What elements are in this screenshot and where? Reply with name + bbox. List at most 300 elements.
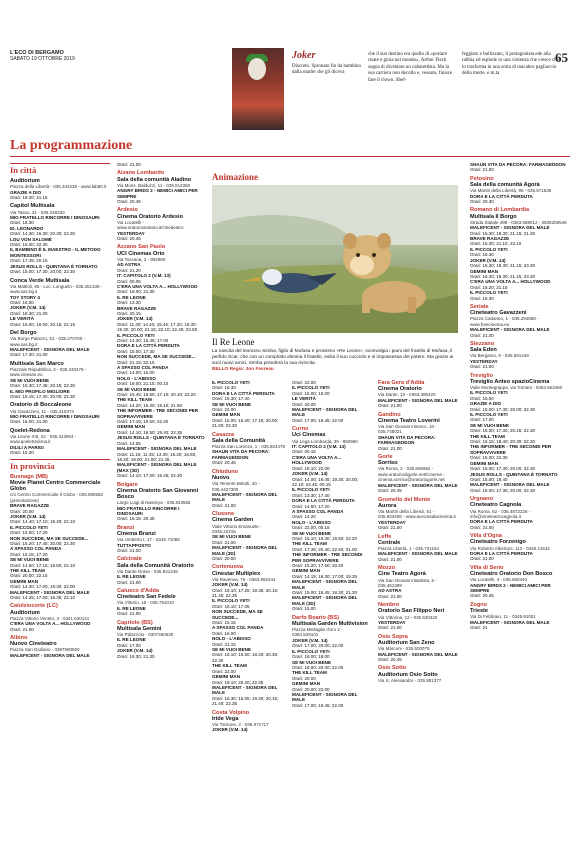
showtimes: Orari: 20.45 (378, 488, 402, 494)
film-title: A SPASSO COL PANDA (292, 508, 344, 514)
film-title: BRAVE RAGAZZE (10, 503, 50, 509)
showtimes: Orari: 15.00 (292, 606, 316, 612)
film-title: LOU VON SALOMÉ (10, 236, 52, 242)
cinema-entry (212, 564, 286, 706)
film-title: IL BAMBINO È IL MAESTRO - IL METODO MONTESSORI (10, 247, 101, 258)
film-title: THE KILL TEAM (212, 663, 247, 669)
film-title: GEMINI MAN (470, 268, 499, 274)
town-name: Cortenuova (212, 564, 244, 571)
cinema-address: Via Lega Lombarda, 39 - 892960 (292, 438, 358, 444)
showtimes: Orari: 18.30 (10, 220, 34, 226)
film-title: BRAVE RAGAZZE (117, 305, 157, 311)
cinema-name: Cinema Oratorio Ardesio (117, 213, 183, 220)
town-name: Casazza (212, 431, 235, 438)
cinema-name: Cinema Oratorio San Giovanni Bosco (117, 487, 199, 500)
showtimes: Orari: 15.15 (212, 620, 236, 626)
town-name: Clusone (212, 511, 235, 518)
showtimes: Orari: 16.00 (212, 630, 236, 636)
cinema-entry (378, 565, 458, 599)
showtimes: Orari: 20.00; 22.00 (292, 686, 330, 692)
cinema-address: Via Umberto I, 17 - 0345.71088 (117, 537, 180, 543)
showtimes: Orari: 20.45 (117, 199, 141, 205)
joker-text-col3: feggiato e bullizzato, il protagonista ede alla rabbia ed esplode in una violenza che cresce che lo trasforma in una sorta di macabro pagliaccio della morte. e.m.ta (462, 52, 559, 77)
showtimes: Orari: 14.00; 16.00 (117, 370, 155, 376)
cinema-name: Qoelet-Redona (10, 427, 50, 434)
cinema-address: Piazza Medaglie d'oro 2 - 0364.529101 (292, 627, 343, 638)
cinema-name: Sorriso (378, 460, 398, 467)
cinema-name: Trieste (470, 608, 489, 615)
col5-list (378, 380, 458, 683)
showtimes: Orari: 20.45 (212, 460, 236, 466)
film-title: DORA E LA CITTÀ PERDUTA (470, 519, 533, 525)
film-title: THE KILL TEAM (117, 397, 152, 403)
cinema-name: Auditorium (10, 609, 40, 616)
cinema-address: Via Tasso, 41 - 035.248330 (10, 209, 65, 215)
cinema-entry (212, 432, 286, 466)
showtimes: Orari: 14.30; 17.00; 19.30; 22.00 (10, 584, 76, 590)
cinema-entry (378, 497, 458, 531)
film-title: MALEFICENT - SIGNORA DEL MALE (3D) (212, 545, 278, 556)
film-title: JOKER (V.M. 14) (117, 648, 153, 654)
film-title: C'ERA UNA VOLTA A... HOLLYWOOD (117, 283, 198, 289)
showtimes: Orari: 17.00 (117, 642, 141, 648)
cinema-address: Via Leone XIII, 22 - 035.343904 - www.qoeletredona.it (10, 434, 77, 445)
cinema-entry (378, 602, 458, 631)
cinema-name: Multisala Gemini (117, 625, 162, 632)
film-title: JOKER (V.M. 14) (10, 513, 46, 519)
film-title: IL PICCOLO YETI (212, 598, 250, 604)
cinema-address: Via Toscana, 2 - 892960 (117, 256, 166, 262)
showtimes: Orari: 22.00 (292, 380, 316, 385)
showtimes: Orari: 16.00; 18.00; 20.15; 22.15 (10, 321, 76, 327)
showtimes: Orari: 20.45 (470, 593, 494, 599)
lion-king-photo (212, 185, 458, 333)
cinema-entry (10, 635, 110, 658)
showtimes: Orari: 15.00; 17.30; 20.00; 22.30 (10, 269, 76, 275)
showtimes: Orari: 14.20; 16.30; 19.10; 21.50 (117, 402, 183, 408)
town-name: Ardesio (117, 207, 138, 214)
showtimes: Orari: 21.00 (117, 547, 141, 553)
column-4 (292, 380, 370, 711)
showtimes: Orari: 21.00 (10, 626, 34, 632)
cinema-entry (10, 278, 110, 327)
film-title: THE INFORMER - TRE SECONDI PER SOPRAVVIVERE (292, 552, 363, 563)
town-name: Petosino (470, 175, 494, 182)
cinema-entry (470, 533, 570, 562)
cinema-entry (378, 665, 458, 683)
town-name: Calcinate (117, 556, 142, 563)
cinema-address: Piazza Libertà, 1 - 035.731154 (378, 545, 439, 551)
film-title: C'ERA UNA VOLTA A... HOLLYWOOD (470, 279, 551, 285)
film-title: AD ASTRA (117, 262, 141, 268)
showtimes: Orari: 21.00 (212, 502, 236, 508)
showtimes: Orari: 16.00; 18.00 (292, 390, 330, 396)
film-title: MALEFICENT - SIGNORA DEL MALE (212, 491, 278, 503)
film-title: THE INFORMER - TRE SECONDI PER SOPRAVVIVERE (470, 444, 552, 455)
cinema-address: Via Mattioli, 65 - Loc. Longuelo - 035.251339 - www.sas.bg.it (10, 283, 103, 295)
showtimes: Orari: 15.00; 16.20; 17.15; 20.00; 21.00; 22.30 (212, 417, 279, 429)
cinema-entry (470, 176, 570, 205)
cinema-name: Sala della Comunità (212, 437, 266, 444)
film-title: IL MIO PROFILO MIGLIORE (10, 388, 70, 394)
film-title: ANGRY BIRDS 2 - NEMICI AMICI PER SEMPRE (117, 188, 198, 199)
cinema-address: Viale Vittorio Emanuele - 0346.22215 (212, 523, 262, 534)
town-name: Osio Sopra (378, 633, 408, 640)
film-title: GEMINI MAN (470, 460, 499, 466)
film-title: A SPASSO COL PANDA (10, 546, 62, 552)
town-name: Curno (292, 426, 309, 433)
cinema-address: Piazza della Libertà - 035.342239 - www.lab80.it (10, 184, 107, 190)
showtimes: Orari: 18.30; 21.15 (10, 195, 48, 201)
film-title: SE MI VUOI BENE (470, 422, 510, 428)
film-title: MIO FRATELLO RINCORRE I DINOSAURI (10, 414, 100, 420)
cinema-entry (378, 412, 458, 451)
showtimes: Orari: 18.30; 21.30 (117, 653, 155, 659)
column-6 (470, 162, 570, 633)
cinema-entry (10, 474, 110, 601)
lion-king-illustration (212, 185, 458, 333)
film-title: MIO FRATELLO RINCORRE I DINOSAURI (117, 505, 180, 516)
cinema-name: Iride Vega (212, 715, 239, 722)
cinema-name: Cineteatro Forzenigo (470, 539, 526, 546)
film-title: GRAZIE A DIO (470, 401, 502, 407)
cinema-address: Via Tenente Belotti, 40 - 035.4427300 (212, 481, 260, 492)
cinema-name: Aurora (378, 502, 397, 509)
showtimes: Orari: 23.00; 00.15 (292, 525, 330, 531)
cinema-address: Via Torrione, 2 - 035.971717 (212, 721, 269, 727)
cinema-entry (378, 454, 458, 493)
cinema-entry (470, 207, 570, 301)
showtimes: Orari: 11.15; 11.45; 13.30; 16.20; 16.50; 18.20; 19.00; 21.00; 21.45 (117, 451, 197, 462)
lion-king-synopsis: La nascita del leoncino Simba, figlio di Mufasa e prossimo «Re Leone», sconvolgia i piani del fratello di Mufasa, il perfido Scar, che con un complotto elimina il fratello, esilia il suo cucciolo e si impossessa del potere. Ma grazie ai suoi nuovi amici, Simba prenderà la sua rivincita. (212, 349, 454, 366)
town-name: Fara Gera d'Adda (378, 380, 425, 386)
showtimes: Orari: 16.15; 20.45 (117, 516, 155, 522)
film-title: DORA E LA CITTÀ PERDUTA (292, 498, 355, 504)
showtimes: Orari: 17.30; 21.00 (10, 352, 48, 358)
cinema-name: Del Borgo (10, 329, 37, 336)
film-title: JOKER (V.M. 14) (470, 257, 506, 263)
film-title: MALEFICENT - SIGNORA DEL MALE (292, 407, 358, 418)
film-title: SHAUN VITA DA PECORA: FARMAGEDDON (378, 434, 436, 446)
film-title: JOKER (V.M. 14) (212, 727, 248, 733)
film-title: MALEFICENT - SIGNORA DEL MALE (10, 652, 90, 658)
film-title: SE MI VUOI BENE (292, 659, 332, 665)
cinema-name: Movie Planet Centro Commerciale Globo (10, 479, 101, 493)
page-number: 65 (555, 50, 568, 65)
town-name: Chiuduno (212, 468, 239, 475)
cinema-name: Multisala Il Borgo (470, 213, 517, 220)
showtimes: Orari: 14.10; 16.50; 19.40; 22.35 (117, 429, 183, 435)
film-title: SHAUN VITA DA PECORA: FARMAGEDDON (470, 162, 566, 167)
cinema-name: Auditorium Osio Sotto (378, 671, 438, 678)
film-title: JOKER (V.M. 14) (212, 582, 248, 588)
cinema-entry (10, 603, 110, 632)
showtimes: Orari: 20.00 (292, 401, 316, 407)
showtimes: Orari: 21.00 (117, 611, 141, 617)
cinema-entry (212, 469, 286, 508)
cinema-entry (117, 207, 205, 241)
film-title: JOKER (V.M. 14) (10, 305, 46, 311)
column-5 (378, 380, 458, 686)
cinema-entry (378, 380, 458, 409)
cinema-entry (117, 482, 205, 522)
showtimes: Orari: 14.40; 17.10; 19.40; 22.10 (10, 519, 76, 525)
issue-date: SABATO 19 OTTOBRE 2019 (10, 56, 75, 62)
cinema-entry (117, 620, 205, 659)
cinema-address: c/o Centro Commerciale Il Globo - 039.695582 (prenotazione) (10, 492, 104, 503)
town-name: Romano di Lombardia (470, 207, 530, 214)
cinema-entry (117, 244, 205, 478)
showtimes: Orari: 13.30 (117, 300, 141, 306)
film-title: IL PICCOLO YETI (10, 524, 48, 530)
showtimes: Orari: 15.45; 16.50; 17.10; 20.10; 22.20 (117, 392, 196, 398)
cinema-name: Sala Eden (470, 347, 497, 354)
film-title: IL PICCOLO YETI (212, 380, 250, 385)
cinema-address: Via Ravenna, 75 - 0363.992244 (212, 576, 276, 582)
film-title: ID. LEONARDO (10, 225, 44, 231)
film-title: SE MI VUOI BENE (10, 377, 50, 383)
film-title: DORA E LA CITTÀ PERDUTA (117, 343, 180, 349)
film-title: MALEFICENT - SIGNORA DEL MALE (378, 482, 458, 488)
cinema-entry (10, 178, 110, 200)
showtimes: Orari: 21.00 (378, 625, 402, 631)
lion-king-title: Il Re Leone (212, 337, 255, 347)
showtimes: Orari: 16.30; 18.30; 21.15; 23.30 (470, 263, 536, 269)
cinema-name: Sala della comunità Agorà (470, 182, 540, 189)
town-name: Villa d'Ogna (470, 533, 503, 540)
town-name: Nembro (378, 602, 400, 609)
town-name: Calusco d'Adda (117, 588, 160, 595)
film-title: IL PICCOLO YETI (292, 487, 330, 493)
cinema-name: Multisala Garden Multivision (292, 620, 368, 627)
cinema-name: Cineteatro Gavazzeni (470, 310, 527, 317)
cinema-entry (470, 602, 570, 631)
film-title: GEMINI MAN (212, 674, 241, 680)
film-title: MALEFICENT - SIGNORA DEL MALE (10, 589, 90, 595)
showtimes: Orari: 15.30; 17.45; 20.15; 22.30 (10, 383, 76, 389)
showtimes: Orari: 21.20 (117, 267, 141, 273)
film-title: IL PICCOLO YETI (292, 385, 330, 391)
cinema-name: Oratorio San Filippo Neri (378, 608, 445, 615)
cinema-address: Piazzale Repubblica, 2 - 035.240478 - www.cinesan.eu (10, 366, 87, 378)
showtimes: Orari: 15.20; 17.50; 20.40 (292, 563, 344, 568)
film-title: IL RE LEONE (117, 574, 146, 580)
film-title: JOKER (V.M. 14) (117, 316, 153, 322)
showtimes: Orari: 14.25; 17.00; 19.35; 22.10 (10, 595, 76, 600)
showtimes: Orari: 21.00 (378, 593, 402, 599)
showtimes: Orari: 22.00 (212, 407, 236, 413)
showtimes: Orari: 15.00; 15.45; 18.30; 21.30 (292, 590, 358, 596)
showtimes: Orari: 19.00; 21.15; 00.10 (117, 381, 169, 387)
paper-name: L'ECO DI BERGAMO (10, 50, 64, 56)
film-title: GRAZIE A DIO (10, 189, 42, 195)
showtimes: Orari: 16.30; 18.30; 21.15; 21.30 (470, 230, 536, 236)
col3-list (212, 380, 286, 733)
cinema-name: Cineteatro Cagnola (470, 502, 522, 509)
film-title: MALEFICENT - SIGNORA DEL MALE (212, 684, 278, 696)
film-title: DORA E LA CITTÀ PERDUTA (212, 390, 275, 396)
cinema-address: Via Borgo Palazzo, 51 - 035.270760 - www.sas.bg.it (10, 336, 85, 347)
showtimes: Orari: 16.30 (212, 385, 236, 391)
film-title: SHAUN VITA DA PECORA: FARMAGEDDON (212, 449, 270, 460)
showtimes: Orari: 18.00; 20.00; 22.00 (292, 664, 344, 670)
film-title: NON SUCCEDE, MA SE SUCCEDE... (212, 609, 263, 620)
cinema-address: Via San Giovanni Bosco, 10 - 035.745021 (378, 424, 437, 435)
lion-king-text (212, 349, 458, 373)
film-title: SE MI VUOI BENE (10, 557, 50, 563)
showtimes: Orari: 15.30; 16.05; 19.30; 20.15; 21.40; 22.35 (212, 695, 279, 707)
showtimes: Orari: 17.00 (470, 417, 494, 423)
film-title: JOKER (V.M. 14) (292, 637, 328, 643)
cinema-address: Via Locatelli, 4 - 035.660340 (470, 577, 527, 583)
showtimes: Orari: 14.50; 17.20 (292, 503, 330, 509)
showtimes: Orari: 21 (470, 625, 488, 631)
film-title: SE MI VUOI BENE (117, 386, 157, 392)
film-title: GEMINI MAN (212, 412, 241, 418)
film-title: IL PICCOLO YETI (470, 412, 508, 418)
cinema-entry (212, 710, 286, 733)
film-title: MALEFICENT - SIGNORA DEL MALE (292, 691, 358, 703)
showtimes: Orari: 14.00; 16.45; 19.30; 20.00; 22.10; 22.45; 00.15 (292, 476, 359, 487)
film-title: IL PICCOLO YETI (292, 648, 330, 654)
cinema-name: Oratorio di Boccaleone (10, 402, 72, 409)
cinema-address: Via Bergamo, 9 - 035.591449 (470, 353, 529, 359)
showtimes: Orari: 21.15; 22.15 (117, 359, 155, 365)
showtimes: Orari: 16.00; 21.00 (10, 419, 48, 425)
cinema-entry (10, 428, 110, 456)
showtimes: Orari: 21.00 (470, 364, 494, 370)
town-name: Bolgare (117, 481, 138, 488)
cinema-address: Viale Montegrappa, via Torriani - 0363.563460 (470, 385, 563, 390)
town-name: Zogno (470, 601, 488, 608)
showtimes: Orari: 17.15; 19.50; 22.40 (117, 419, 169, 425)
film-title: IL PICCOLO YETI (117, 332, 155, 338)
cinema-name: Cinestar Multiplex (212, 570, 261, 577)
cinema-name: Cine Teatro Agorà (378, 571, 426, 578)
film-title: DORA E LA CITTÀ PERDUTA (470, 550, 533, 556)
town-name: Gandino (378, 411, 401, 418)
town-name: Osio Sotto (378, 665, 407, 672)
showtimes: Orari: 17.00; 19.45; 22.00 (292, 417, 344, 423)
film-title: LE VERITÀ (292, 396, 316, 402)
showtimes: Orari: 21.00 (470, 167, 494, 173)
cinema-name: Cinema Garden (212, 517, 254, 524)
town-name: Mozzo (378, 565, 396, 572)
showtimes: Orari: 15.00; 17.30; 20.00; 22.30 (470, 466, 536, 472)
film-title: SE MI VUOI BENE (212, 647, 252, 653)
showtimes: Orari: 20.45 (378, 657, 402, 663)
showtimes: Orari: 16.15; 18.40; 20.30; 22.30 (470, 439, 536, 445)
cinema-name: Auditorium San Zeno (378, 640, 435, 647)
film-title: THE KILL TEAM (292, 670, 327, 676)
film-title: NOLO - L'ABISSO (212, 636, 251, 642)
cinema-name: Multisala San Marco (10, 360, 64, 367)
cinema-entry (117, 556, 205, 585)
cinema-address: Via Roma, 62 - 035.4872228 - info@cineteatrocagnola.it (470, 508, 531, 519)
showtimes: Orari: 21.00 (470, 524, 494, 530)
cinema-name: Nuovo Cineteatro (10, 641, 57, 648)
col6-list (470, 162, 570, 630)
film-title: C'ERA UNA VOLTA A... HOLLYWOOD (10, 621, 91, 627)
town-name: Azzano San Paolo (117, 244, 166, 251)
showtimes: Orari: 20.45 (117, 236, 141, 242)
film-title: SE MI VUOI BENE (212, 534, 252, 540)
showtimes: Orari: 21.00 (212, 539, 236, 545)
showtimes: Orari: 15.00; 17.30; 20.15; 22.30 (470, 428, 536, 434)
showtimes: Orari: 20.00 (10, 508, 34, 514)
film-title: C'ERA UNA VOLTA A... HOLLYWOOD (292, 454, 342, 466)
film-title: NOLO - L'ABISSO (117, 375, 156, 381)
showtimes: Orari: 20.00; 22.15 (10, 573, 48, 579)
film-title: MALEFICENT - SIGNORA DEL MALE (378, 397, 458, 403)
film-title: MALEFICENT - SIGNORA DEL MALE (10, 346, 90, 352)
cinema-address: Piazza Cattaneo, 1 - 035.294868 - www.freecinema.eu (470, 316, 539, 327)
cinema-address: Via Vittorio, 18 - 035.791010 (117, 600, 174, 606)
showtimes: Orari: 21.00 (378, 525, 402, 531)
showtimes: Orari: 15.20; 17.45; 20.00; 22.30 (10, 540, 76, 546)
film-title: GEMINI MAN (292, 681, 321, 687)
column-2 (117, 162, 205, 662)
town-name: Alzano Lombardo (117, 170, 165, 177)
cinema-entry (212, 511, 286, 561)
film-title: MALEFICENT - SIGNORA DEL MALE (3D) (292, 595, 358, 606)
showtimes: Orari: 20.15 (117, 310, 141, 316)
showtimes: Orari: 18.20; 21.15 (470, 284, 508, 290)
town-name: Grumello del Monte (378, 496, 431, 503)
film-title: IL PICCOLO YETI (470, 390, 508, 396)
showtimes: Orari: 15.00; 22.30 (470, 455, 508, 461)
cinema-address: Via Martiri della Libertà, 61 - 035.833408 - www.aurorasalacinema.it (378, 508, 456, 520)
cinema-entry (292, 380, 370, 423)
film-title: THE KILL TEAM (470, 433, 505, 439)
cinema-name: Auditorium (10, 178, 40, 184)
cinema-entry (378, 534, 458, 563)
town-name: Calolziocorte (LC) (10, 603, 58, 610)
town-name: Gorle (378, 454, 393, 461)
film-title: SE MI VUOI BENE (212, 401, 252, 407)
showtimes: Orari: 17.00; 19.45; 22.00 (292, 702, 344, 708)
film-title: SE MI VUOI BENE (292, 530, 332, 536)
cinema-entry (470, 496, 570, 530)
cinema-address: Via Mons. Balduzzi, 11 - 035.512360 (117, 182, 191, 188)
film-title: THE KILL TEAM (292, 541, 327, 547)
cinema-entry (378, 634, 458, 663)
joker-title: Joker (292, 50, 316, 61)
cinema-address: Piazza Vittorio Veneto, 3 - 0341.630141 (10, 615, 90, 621)
cinema-address: Via Roma, 2 - 035.656962 - www.oratoriodigorle.net/Cinema - cinema.sorriso@oratoriogorle.net (378, 466, 445, 483)
film-title: MALEFICENT - SIGNORA DEL MALE (470, 619, 550, 625)
page-header (10, 50, 75, 62)
showtimes: Orari: 21.00 (378, 445, 402, 451)
cinema-entry (117, 525, 205, 554)
showtimes: Orari: 14.10; 17.00; 19.45; 22.30 (117, 473, 183, 479)
showtimes: Orari: 18.10; 22.00 (292, 465, 330, 471)
column-1 (10, 162, 110, 661)
cinema-address: Via Martiri della Libertà, 95 - 035.571536 (470, 188, 552, 194)
cinema-name: Sala della Comunità Oratorio (117, 562, 194, 569)
lion-king-credit: BELLO Regia: Jon Favreau (212, 366, 274, 372)
film-title: LE VERITÀ (10, 316, 34, 322)
joker-text-col1: Discreto. Spronato fin da bambino dalla madre che gli diceva (292, 64, 362, 76)
showtimes: Orari: 15.00; 17.30; 20.00; 22.30 (470, 406, 536, 412)
cinema-name: Cinema Teatro Loverini (378, 417, 440, 424)
cinema-entry (292, 615, 370, 709)
showtimes: Orari: 15.00; 17.20 (10, 530, 48, 536)
film-title: TUTTAPPOSTO (117, 542, 151, 548)
film-title: IL RE LEONE (117, 605, 146, 611)
town-name: Seriate (470, 303, 489, 310)
film-title: MALEFICENT - SIGNORA DEL MALE (470, 327, 550, 333)
